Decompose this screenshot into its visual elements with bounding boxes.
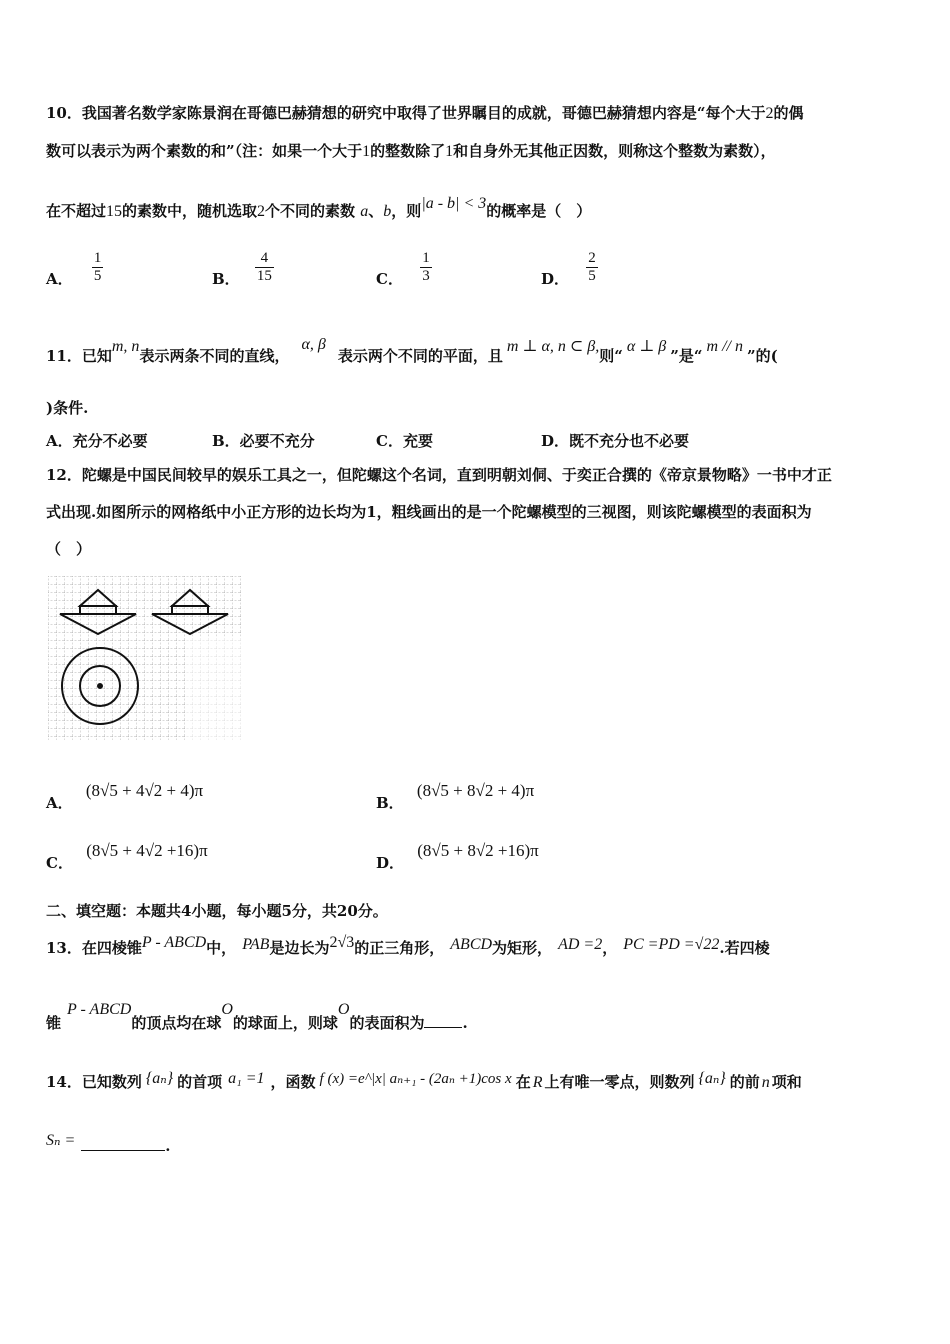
q11-text: 表示两条不同的直线， [139, 347, 290, 365]
q13-sphere-o: O [337, 1001, 350, 1018]
q14-text: 的前 [729, 1073, 760, 1091]
q13-ad: AD =2 [558, 936, 603, 953]
q10-text: ，则 [391, 202, 422, 220]
q13-side-length: 2√3 [329, 934, 355, 951]
q10-text: 10．我国著名数学家陈景润在哥德巴赫猜想的研究中取得了世界瞩目的成就，哥德巴赫猜想内容是“每个大于 [46, 104, 766, 122]
q14-real-set: R [532, 1074, 543, 1091]
q13-text: 的球面上，则球 [232, 1014, 338, 1032]
q13-line1 [46, 934, 770, 958]
q13-rectangle: ABCD [450, 936, 493, 953]
q14-line2 [46, 1132, 171, 1156]
section-heading: 二、填空题：本题共4小题，每小题5分，共20分。 [46, 902, 388, 920]
q11-option-d[interactable]: D．既不充分也不必要 [541, 432, 690, 450]
q14-sequence: {aₙ} [698, 1070, 726, 1087]
q14-first-term: a₁ =1 [228, 1070, 265, 1087]
q11-q: m // n [706, 338, 743, 355]
q10-text: 在不超过 [46, 202, 107, 220]
q14-text: 14．已知数列 [46, 1073, 142, 1091]
q13-triangle: PAB [242, 936, 270, 953]
var-a: a [360, 203, 369, 220]
q10-text: 数可以表示为两个素数的和”（注：如果一个大于 [46, 142, 363, 160]
q13-text: ， [602, 939, 618, 957]
q10-num: 2 [257, 203, 266, 220]
q12-line2: 式出现.如图所示的网格纸中小正方形的边长均为1，粗线画出的是一个陀螺模型的三视图，则该陀螺模型的表面积为 [46, 503, 812, 521]
frac-den: 5 [93, 268, 102, 284]
q10-num: 15 [106, 203, 123, 220]
var-b: b [383, 203, 392, 220]
q11-line1 [46, 336, 778, 366]
q13-pyramid: P - ABCD [67, 1001, 132, 1018]
q10-line3 [46, 195, 592, 221]
frac-num: 2 [588, 250, 596, 266]
q12-option-c[interactable] [46, 840, 208, 872]
option-label: C． [376, 269, 403, 288]
q14-sum: Sₙ = [46, 1132, 76, 1149]
q12-option-b[interactable] [376, 780, 535, 812]
q13-text: 锥 [46, 1014, 62, 1032]
q13-text: 的正三角形， [354, 939, 445, 957]
q13-text: . [462, 1014, 468, 1032]
q11-line2: )条件. [46, 399, 89, 417]
option-label: A． [46, 794, 73, 812]
q11-option-a[interactable]: A．充分不必要 [46, 432, 148, 450]
q13-pyramid: P - ABCD [141, 934, 207, 951]
q13-line2 [46, 1001, 468, 1033]
q10-option-d[interactable] [541, 250, 598, 288]
q10-text: 的偶 [773, 104, 804, 122]
q11-mn: m, n [111, 338, 140, 355]
q11-p: α ⊥ β [626, 338, 667, 355]
option-label: C． [46, 854, 73, 872]
q11-alpha-beta: α, β [301, 336, 326, 353]
frac-den: 15 [256, 268, 272, 284]
q13-pc-pd: PC =PD =√22 [623, 936, 720, 953]
frac-den: 3 [422, 268, 430, 284]
q10-text: 的整数除了 [370, 142, 446, 160]
q10-num: 1 [362, 143, 371, 160]
q14-answer-blank[interactable] [81, 1150, 165, 1151]
q10-line2 [46, 140, 776, 161]
q10-text: 的素数中，随机选取 [122, 202, 258, 220]
q13-text: 中， [206, 939, 237, 957]
q10-text: 和自身外无其他正因数，则称这个整数为素数）， [453, 142, 776, 160]
option-expression: (8√5 + 8√2 + 4)π [416, 781, 535, 800]
option-expression: (8√5 + 8√2 +16)π [417, 841, 539, 860]
spinning-top-three-views-figure [48, 576, 242, 746]
q13-text: 的顶点均在球 [131, 1014, 222, 1032]
q10-text: 的概率是（ ） [486, 202, 592, 220]
q14-text: 在 [515, 1073, 531, 1091]
option-label: B． [212, 269, 240, 288]
q14-text: . [165, 1137, 171, 1155]
q14-function: f (x) =e^|x| aₙ₊₁ - (2aₙ +1)cos x [319, 1071, 512, 1087]
q10-option-b[interactable] [212, 250, 274, 288]
q11-option-b[interactable]: B．必要不充分 [212, 432, 315, 450]
frac-den: 5 [588, 268, 596, 284]
q11-text: 11．已知 [46, 347, 112, 365]
option-label: B． [376, 794, 404, 812]
q14-text: 项和 [771, 1073, 802, 1091]
q10-text: 、 [368, 202, 384, 220]
q13-answer-blank[interactable] [424, 1027, 462, 1028]
q11-text: ”的( [747, 347, 778, 365]
q12-option-d[interactable] [376, 840, 539, 872]
q11-text: 则“ [599, 347, 623, 365]
q10-line1 [46, 102, 804, 123]
q13-text: 的表面积为 [349, 1014, 425, 1032]
q10-option-c[interactable] [376, 250, 432, 288]
q13-text: 为矩形， [492, 939, 553, 957]
q14-n: n [761, 1074, 770, 1091]
q11-text: 表示两个不同的平面，且 [337, 347, 503, 365]
q13-text: .若四棱 [719, 939, 770, 957]
q14-text: 上有唯一零点，则数列 [544, 1073, 695, 1091]
q10-condition: |a - b| < 3 [421, 195, 487, 212]
q12-option-a[interactable] [46, 780, 204, 812]
frac-num: 4 [255, 250, 274, 268]
q10-num: 1 [445, 143, 454, 160]
q13-text: 是边长为 [269, 939, 330, 957]
q14-sequence: {aₙ} [145, 1070, 174, 1087]
q10-num: 2 [765, 105, 774, 122]
q12-line3: （ ） [46, 540, 92, 558]
frac-num: 1 [422, 250, 430, 266]
q14-line1 [46, 1071, 802, 1092]
q13-sphere-o: O [221, 1001, 233, 1018]
option-expression: (8√5 + 4√2 +16)π [86, 841, 208, 860]
q14-text: 的首项 [177, 1073, 223, 1091]
q11-text: ”是“ [670, 347, 703, 365]
option-expression: (8√5 + 4√2 + 4)π [85, 781, 204, 800]
q11-option-c[interactable]: C．充要 [376, 432, 433, 450]
option-label: A． [46, 269, 73, 288]
frac-num: 1 [93, 250, 102, 266]
q10-text: 个不同的素数 [265, 202, 356, 220]
option-label: D． [376, 854, 405, 872]
q11-condition: m ⊥ α, n ⊂ β, [506, 338, 600, 355]
q12-line1: 12．陀螺是中国民间较早的娱乐工具之一，但陀螺这个名词，直到明朝刘侗、于奕正合撰的《帝京景物略》一书中才正 [46, 466, 832, 484]
q10-option-a[interactable] [46, 250, 103, 288]
option-label: D． [541, 269, 570, 288]
q13-text: 13．在四棱锥 [46, 939, 142, 957]
q14-text: ，函数 [270, 1073, 316, 1091]
